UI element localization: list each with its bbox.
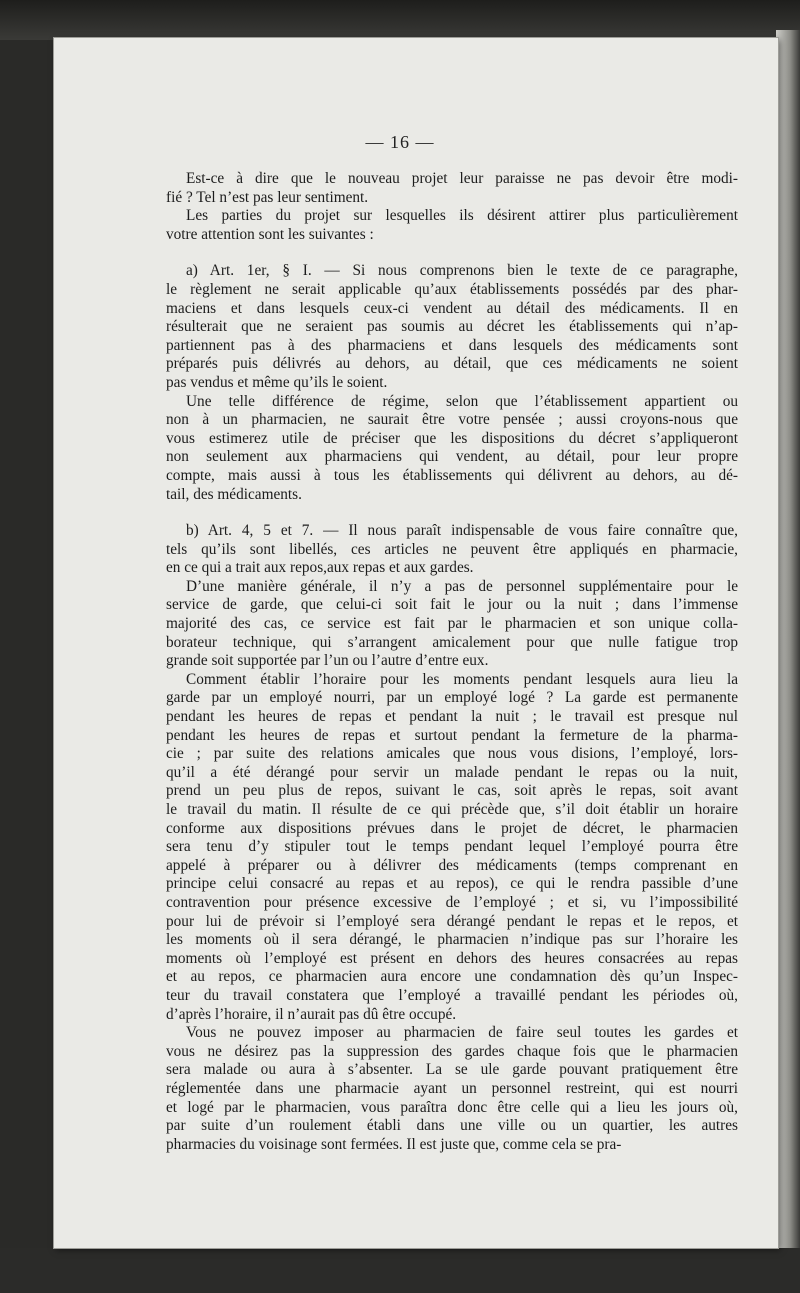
text-line: pendant les heures de repas et pendant la nuit ; le travail est presque nul xyxy=(166,708,738,726)
text-line: résulterait que ne seraient pas soumis au décret les établissements qui n’ap- xyxy=(166,318,738,336)
page-number: — 16 — xyxy=(365,132,435,152)
text-line: teur du travail constatera que l’employé a travaillé pendant les périodes où, xyxy=(166,986,738,1004)
text-line: appelé à préparer ou à délivrer des médicaments (temps comprenant en xyxy=(166,856,738,874)
text-line: tail, des médicaments. xyxy=(166,485,302,503)
text-line: Les parties du projet sur lesquelles ils désirent attirer plus particulièrement xyxy=(186,207,738,225)
page-curl-shadow xyxy=(776,30,800,1250)
text-line: pour lui de prévoir si l’employé sera dérangé pendant le repas et le repos, et xyxy=(166,912,738,930)
text-line: le règlement ne serait applicable qu’aux établissements possédés par des phar- xyxy=(166,280,738,298)
paragraph xyxy=(166,578,738,671)
text-line: majorité des cas, ce service est fait par le pharmacien et son unique colla- xyxy=(166,615,738,633)
text-line: service de garde, que celui-ci soit fait le jour ou la nuit ; dans l’immense xyxy=(166,596,738,614)
text-line: grande soit supportée par l’un ou l’autre d’entre eux. xyxy=(166,652,489,670)
text-line: non seulement aux pharmaciens qui vendent, au détail, pour leur propre xyxy=(166,448,738,466)
text-line: pas vendus et même qu’ils le soient. xyxy=(166,373,388,391)
text-line: réglementée dans une pharmacie ayant un personnel restreint, qui est nourri xyxy=(166,1079,738,1097)
text-line: et au repos, ce pharmacien aura encore une condamnation dès qu’un Inspec- xyxy=(166,968,738,986)
paragraph xyxy=(166,522,738,578)
paragraph xyxy=(166,170,738,207)
text-line: prend un peu plus de repos, suivant le cas, soit après le repas, soit avant xyxy=(166,782,738,800)
text-line: le travail du matin. Il résulte de ce qui précède que, s’il doit établir un horaire xyxy=(166,801,738,818)
text-line: pendant les heures de repas et surtout pendant la fermeture de la pharma- xyxy=(166,726,738,744)
text-line: a) Art. 1er, § I. — Si nous comprenons bien le texte de ce paragraphe, xyxy=(186,262,738,280)
text-line: non à un pharmacien, ne saurait être votre pensée ; aussi croyons-nous que xyxy=(166,411,738,429)
paragraph xyxy=(166,671,738,1024)
text-line: maciens et dans lesquels ceux-ci vendent au détail des médicaments. Il en xyxy=(166,299,738,317)
text-line: tels qu’ils sont libellés, ces articles ne peuvent être appliqués en pharmacie, xyxy=(166,540,738,558)
text-line: votre attention sont les suivantes : xyxy=(166,225,374,243)
text-line: Comment établir l’horaire pour les moments pendant lesquels aura lieu la xyxy=(186,670,738,688)
text-line: cie ; par suite des relations amicales que nous vous disions, l’employé, lors- xyxy=(166,745,738,763)
paragraph xyxy=(166,1024,738,1154)
paragraph xyxy=(166,393,738,505)
body-text xyxy=(166,170,738,1154)
text-line: partiennent pas à des pharmaciens et dans lesquels des médicaments sont xyxy=(166,336,738,354)
text-line: b) Art. 4, 5 et 7. — Il nous paraît indispensable de vous faire connaître que, xyxy=(186,522,738,540)
text-line: garde par un employé nourri, par un employé logé ? La garde est permanente xyxy=(166,689,738,707)
text-line: fié ? Tel n’est pas leur sentiment. xyxy=(166,188,369,206)
text-line: les moments où il sera dérangé, le pharmacien n’indique pas sur l’horaire les xyxy=(166,931,738,949)
text-line: pharmacies du voisinage sont fermées. Il est juste que, comme cela se pra- xyxy=(166,1135,622,1153)
text-line: moments où l’employé est présent en dehors des heures consacrées au repas xyxy=(166,949,738,967)
text-line: principe celui consacré au repas et au repos), ce qui le rendra passible d’une xyxy=(166,875,738,893)
text-line: en ce qui a trait aux repos,aux repas et aux gardes. xyxy=(166,559,474,577)
text-line: vous ne désirez pas la suppression des gardes chaque fois que le pharmacien xyxy=(166,1042,738,1060)
text-line: contravention pour présence excessive de l’employé ; et si, vu l’impossibilité xyxy=(166,893,738,911)
paragraph xyxy=(166,262,738,392)
text-line: Vous ne pouvez imposer au pharmacien de faire seul toutes les gardes et xyxy=(186,1024,738,1042)
text-line: par suite d’un roulement établi dans une ville ou un quartier, les autres xyxy=(166,1117,738,1135)
paragraph xyxy=(166,207,738,244)
scan-bottom-edge xyxy=(0,1248,800,1293)
text-line: Une telle différence de régime, selon que l’établissement appartient ou xyxy=(186,392,738,410)
text-line: D’une manière générale, il n’y a pas de personnel supplémentaire pour le xyxy=(186,577,738,595)
text-line: qu’il a été dérangé pour servir un malade pendant le repas ou la nuit, xyxy=(166,763,738,781)
text-line: d’après l’horaire, il n’aurait pas dû être occupé. xyxy=(166,1005,457,1023)
text-line: vous estimerez utile de préciser que les dispositions du décret s’appliqueront xyxy=(166,429,738,447)
text-line: borateur technique, qui s’arrangent amicalement pour que nulle fatigue trop xyxy=(166,633,738,651)
paragraph-gap xyxy=(166,244,738,262)
text-line: sera tenu d’y stipuler tout le temps pendant lequel l’employé pourra être xyxy=(166,838,738,856)
text-line: Est-ce à dire que le nouveau projet leur paraisse ne pas devoir être modi- xyxy=(186,170,738,187)
text-line: sera malade ou aura à s’absenter. La se ule garde pouvant pratiquement être xyxy=(166,1061,738,1079)
paragraph-gap xyxy=(166,504,738,522)
scan-top-edge xyxy=(0,0,800,40)
text-line: conforme aux dispositions prévues dans le projet de décret, le pharmacien xyxy=(166,819,738,837)
text-line: et logé par le pharmacien, vous paraîtra donc être celle qui a lieu les jours où, xyxy=(166,1098,738,1116)
text-line: compte, mais aussi à tous les établissements qui délivrent au dehors, au dé- xyxy=(166,466,738,484)
text-line: préparés puis délivrés au dehors, au détail, que ces médicaments ne soient xyxy=(166,355,738,373)
